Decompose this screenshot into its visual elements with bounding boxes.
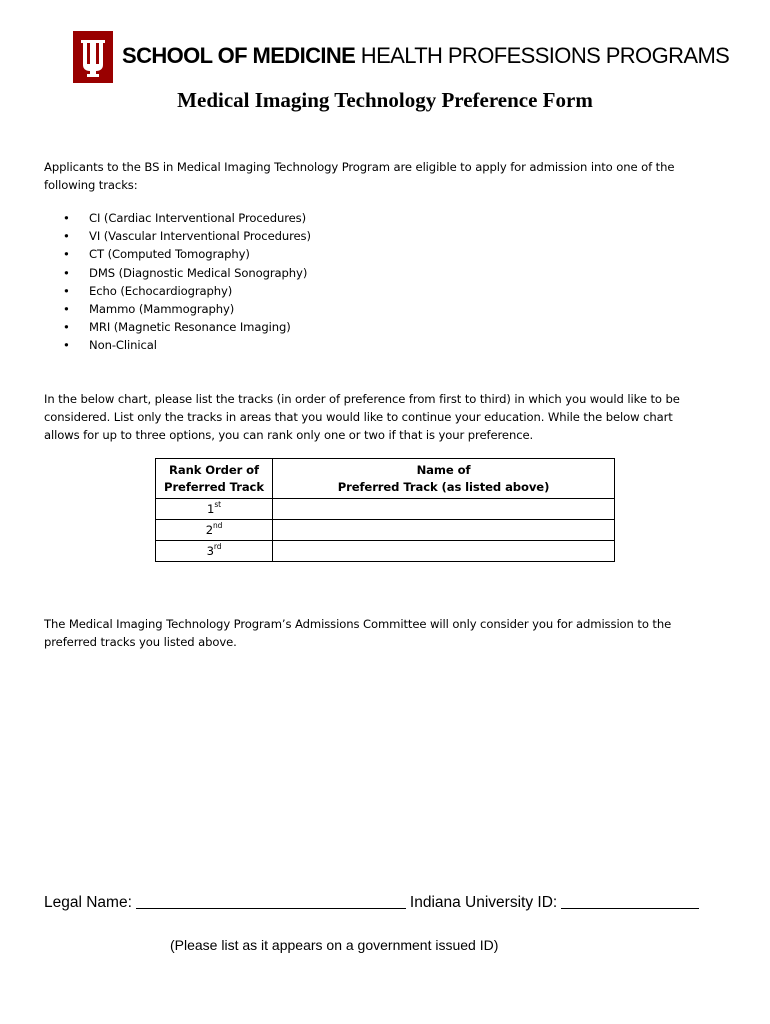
rank-number: 2	[205, 523, 213, 537]
instructions-paragraph: In the below chart, please list the tracks (in order of preference from first to third) in which you would like to be considered. List only the tracks in areas that you would like to continue your education. While the below chart allows for up to three options, you can rank only one or two if that is your preference.	[44, 392, 680, 442]
form-title: Medical Imaging Technology Preference Form	[177, 88, 593, 112]
table-header-row	[156, 459, 615, 499]
name-header-line2: Preferred Track (as listed above)	[337, 479, 550, 494]
table-row	[156, 499, 615, 520]
rank-cell	[156, 520, 273, 541]
rank-column-header	[156, 459, 273, 499]
list-item	[63, 209, 311, 227]
track-entry-field[interactable]	[273, 520, 615, 541]
track-name-column-header	[273, 459, 615, 499]
rank-cell	[156, 541, 273, 562]
rank-suffix: rd	[213, 542, 222, 552]
bullet-icon: •	[63, 283, 70, 298]
list-item	[63, 227, 311, 245]
list-item	[63, 336, 311, 354]
rank-suffix: st	[214, 500, 221, 510]
iu-id-field[interactable]	[561, 894, 699, 909]
track-label: Non-Clinical	[89, 338, 157, 353]
bullet-icon: •	[63, 320, 70, 335]
intro-paragraph: Applicants to the BS in Medical Imaging Technology Program are eligible to apply for admission into one of the following tracks:	[44, 160, 675, 192]
bullet-icon: •	[63, 302, 70, 317]
track-label: Echo (Echocardiography)	[89, 283, 233, 298]
table-row	[156, 520, 615, 541]
org-name-bold: SCHOOL OF MEDICINE	[122, 43, 356, 68]
bullet-icon: •	[63, 265, 70, 280]
legal-name-label: Legal Name:	[44, 894, 132, 911]
closing-paragraph: The Medical Imaging Technology Program’s Admissions Committee will only consider you for admission to the preferred tracks you listed above.	[44, 617, 672, 649]
track-entry-field[interactable]	[273, 499, 615, 520]
track-label: Mammo (Mammography)	[89, 302, 235, 317]
list-item	[63, 282, 311, 300]
track-list	[63, 209, 311, 355]
table-row	[156, 541, 615, 562]
track-label: DMS (Diagnostic Medical Sonography)	[89, 265, 308, 280]
bullet-icon: •	[63, 229, 70, 244]
signature-line	[44, 893, 699, 913]
list-item	[63, 300, 311, 318]
rank-header-line1: Rank Order of	[169, 462, 259, 477]
rank-number: 3	[206, 544, 214, 558]
organization-name	[122, 43, 729, 69]
track-entry-field[interactable]	[273, 541, 615, 562]
rank-number: 1	[207, 502, 215, 516]
legal-name-field[interactable]	[136, 894, 406, 909]
track-label: CI (Cardiac Interventional Procedures)	[89, 211, 307, 225]
org-name-regular: HEALTH PROFESSIONS PROGRAMS	[360, 43, 730, 68]
rank-cell	[156, 499, 273, 520]
iu-id-label: Indiana University ID:	[409, 894, 558, 911]
name-header-line1: Name of	[416, 462, 471, 477]
track-label: VI (Vascular Interventional Procedures)	[89, 229, 311, 244]
bullet-icon: •	[63, 211, 70, 225]
iu-trident-logo-icon	[73, 31, 113, 83]
bullet-icon: •	[63, 338, 70, 353]
track-label: CT (Computed Tomography)	[89, 247, 250, 262]
list-item	[63, 318, 311, 336]
preference-table	[155, 458, 615, 562]
rank-header-line2: Preferred Track	[164, 479, 264, 494]
list-item	[63, 264, 311, 282]
list-item	[63, 245, 311, 263]
rank-suffix: nd	[212, 521, 223, 531]
track-label: MRI (Magnetic Resonance Imaging)	[89, 320, 291, 335]
bullet-icon: •	[63, 247, 70, 262]
id-note: (Please list as it appears on a government issued ID)	[170, 937, 499, 953]
